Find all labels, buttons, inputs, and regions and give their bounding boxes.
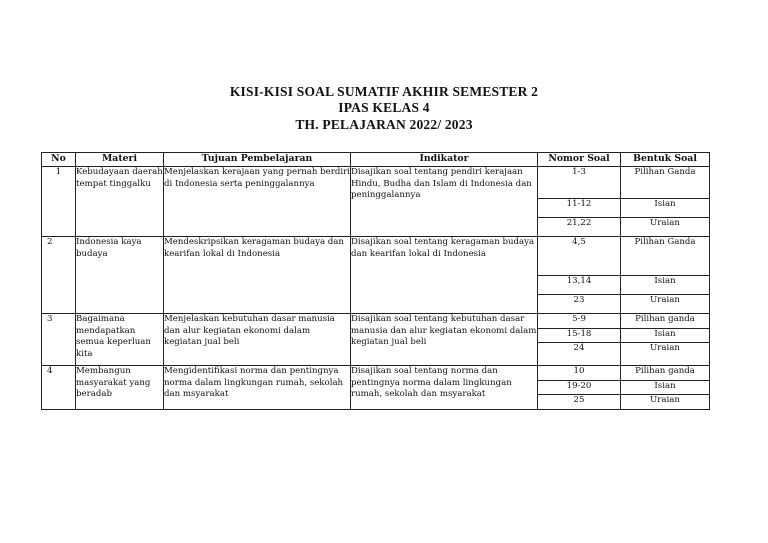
row-nomor-soal: 19-20 <box>538 381 621 395</box>
row-no: 4 <box>42 366 76 410</box>
row-tujuan: Mengidentifikasi norma dan pentingnya norma dalam lingkungan rumah, sekolah dan msyarakat <box>164 366 351 410</box>
row-nomor-soal: 5-9 <box>538 314 621 329</box>
row-materi: Membangun masyarakat yang beradab <box>76 366 164 410</box>
header-materi: Materi <box>76 153 164 167</box>
row-no: 1 <box>42 167 76 237</box>
table-row <box>42 314 710 329</box>
row-nomor-soal: 11-12 <box>538 199 621 218</box>
row-bentuk-soal: Uraian <box>621 218 710 237</box>
row-bentuk-soal: Uraian <box>621 295 710 314</box>
document-subtitle-class: IPAS KELAS 4 <box>338 100 430 115</box>
table-header-row <box>42 153 710 167</box>
table-row <box>42 366 710 381</box>
row-nomor-soal: 1-3 <box>538 167 621 199</box>
table-row <box>42 167 710 199</box>
header-bentuk-soal: Bentuk Soal <box>621 153 710 167</box>
row-nomor-soal: 13,14 <box>538 276 621 295</box>
row-indikator: Disajikan soal tentang norma dan pentingnya norma dalam lingkungan rumah, sekolah dan msyarakat <box>351 366 538 410</box>
row-materi: Indonesia kaya budaya <box>76 237 164 314</box>
row-nomor-soal: 4,5 <box>538 237 621 276</box>
header-indikator: Indikator <box>351 153 538 167</box>
row-bentuk-soal: Isian <box>621 381 710 395</box>
row-bentuk-soal: Uraian <box>621 343 710 366</box>
row-bentuk-soal: Isian <box>621 276 710 295</box>
header-tujuan: Tujuan Pembelajaran <box>164 153 351 167</box>
row-nomor-soal: 15-18 <box>538 329 621 343</box>
table-row <box>42 237 710 276</box>
row-bentuk-soal: Pilihan Ganda <box>621 237 710 276</box>
row-bentuk-soal: Pilihan Ganda <box>621 167 710 199</box>
row-bentuk-soal: Pilihan ganda <box>621 314 710 329</box>
row-nomor-soal: 10 <box>538 366 621 381</box>
header-nomor-soal: Nomor Soal <box>538 153 621 167</box>
document-title: KISI-KISI SOAL SUMATIF AKHIR SEMESTER 2 <box>229 84 539 99</box>
row-indikator: Disajikan soal tentang keragaman budaya dan kearifan lokal di Indonesia <box>351 237 538 314</box>
row-indikator: Disajikan soal tentang pendiri kerajaan Hindu, Budha dan Islam di Indonesia dan peninggalannya <box>351 167 538 237</box>
document-subtitle-year: TH. PELAJARAN 2022/ 2023 <box>295 117 473 132</box>
row-materi: Kebudayaan daerah tempat tinggalku <box>76 167 164 237</box>
row-nomor-soal: 25 <box>538 395 621 410</box>
row-tujuan: Mendeskripsikan keragaman budaya dan kearifan lokal di Indonesia <box>164 237 351 314</box>
row-nomor-soal: 23 <box>538 295 621 314</box>
row-materi: Bagaimana mendapatkan semua keperluan kita <box>76 314 164 366</box>
row-bentuk-soal: Uraian <box>621 395 710 410</box>
row-nomor-soal: 21,22 <box>538 218 621 237</box>
row-indikator: Disajikan soal tentang kebutuhan dasar manusia dan alur kegiatan ekonomi dalam kegiatan jual beli <box>351 314 538 366</box>
row-bentuk-soal: Pilihan ganda <box>621 366 710 381</box>
row-no: 3 <box>42 314 76 366</box>
header-no: No <box>42 153 76 167</box>
row-tujuan: Menjelaskan kebutuhan dasar manusia dan alur kegiatan ekonomi dalam kegiatan jual beli <box>164 314 351 366</box>
kisi-kisi-table <box>41 152 710 410</box>
row-nomor-soal: 24 <box>538 343 621 366</box>
row-bentuk-soal: Isian <box>621 329 710 343</box>
row-bentuk-soal: Isian <box>621 199 710 218</box>
row-tujuan: Menjelaskan kerajaan yang pernah berdiri di Indonesia serta peninggalannya <box>164 167 351 237</box>
row-no: 2 <box>42 237 76 314</box>
